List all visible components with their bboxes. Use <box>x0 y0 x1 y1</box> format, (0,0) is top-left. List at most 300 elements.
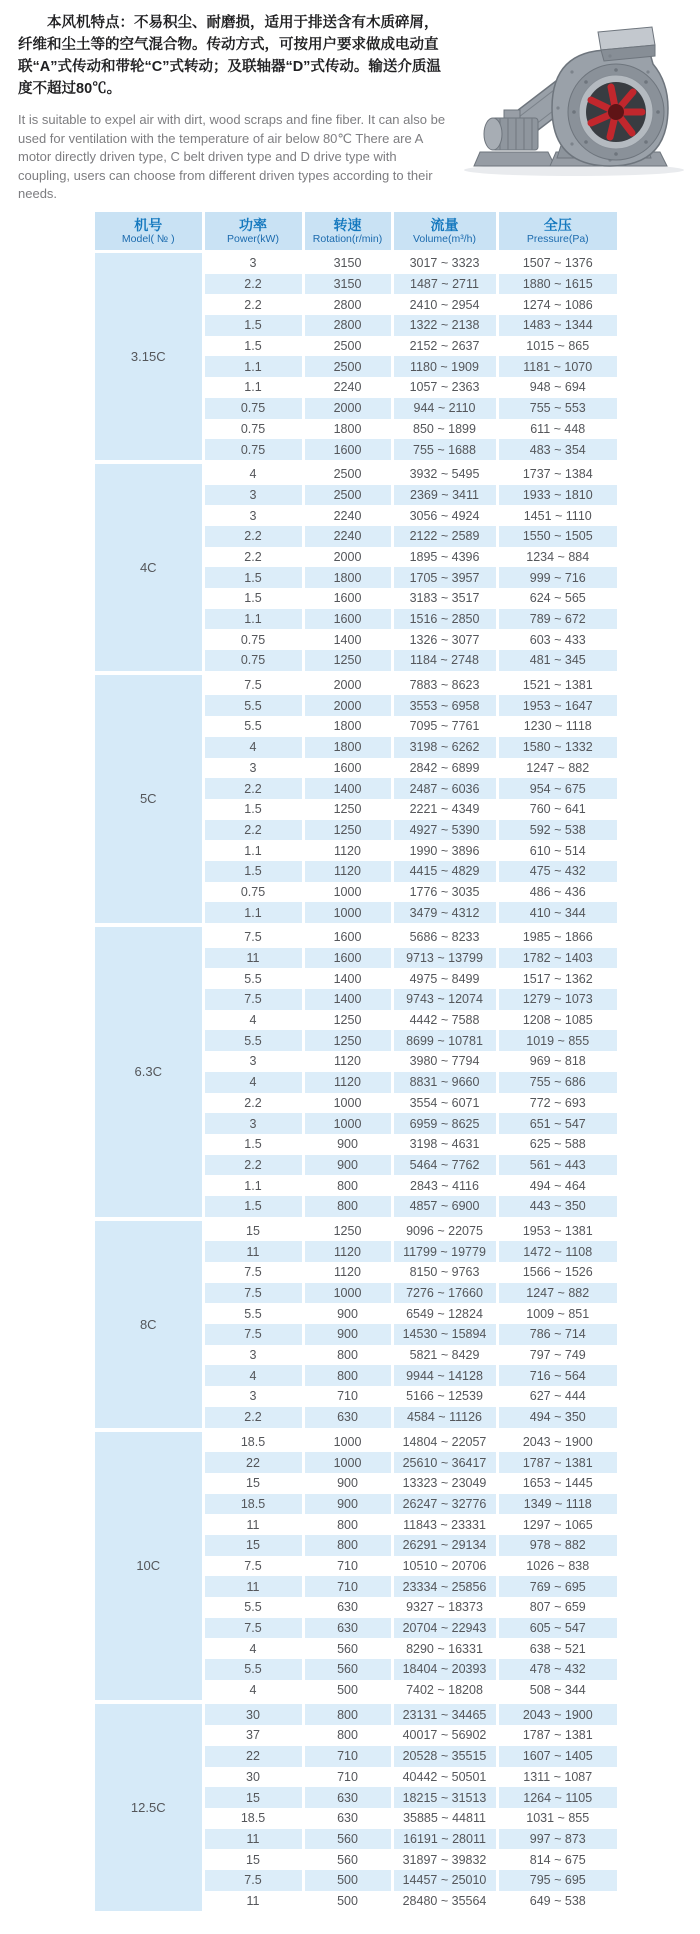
rotation-cell: 1250 <box>303 1030 392 1051</box>
rotation-cell: 560 <box>303 1638 392 1659</box>
pressure-cell: 1451 ~ 1110 <box>497 505 617 526</box>
pressure-cell: 1483 ~ 1344 <box>497 315 617 336</box>
power-cell: 3 <box>203 505 303 526</box>
power-cell: 30 <box>203 1702 303 1725</box>
model-cell-10C: 10C <box>95 1430 203 1703</box>
power-cell: 2.2 <box>203 1407 303 1430</box>
col-header-pressure-en: Pressure(Pa) <box>526 233 589 245</box>
rotation-cell: 560 <box>303 1829 392 1850</box>
pressure-cell: 795 ~ 695 <box>497 1870 617 1891</box>
rotation-cell: 800 <box>303 1725 392 1746</box>
rotation-cell: 800 <box>303 1365 392 1386</box>
col-header-volume <box>392 212 497 252</box>
power-cell: 3 <box>203 485 303 506</box>
rotation-cell: 1000 <box>303 902 392 925</box>
volume-cell: 5686 ~ 8233 <box>392 925 497 948</box>
volume-cell: 1057 ~ 2363 <box>392 377 497 398</box>
power-cell: 4 <box>203 1680 303 1703</box>
pressure-cell: 624 ~ 565 <box>497 588 617 609</box>
volume-cell: 4975 ~ 8499 <box>392 968 497 989</box>
rotation-cell: 2000 <box>303 547 392 568</box>
power-cell: 7.5 <box>203 925 303 948</box>
volume-cell: 1990 ~ 3896 <box>392 840 497 861</box>
power-cell: 2.2 <box>203 547 303 568</box>
power-cell: 0.75 <box>203 398 303 419</box>
power-cell: 2.2 <box>203 274 303 295</box>
pressure-cell: 481 ~ 345 <box>497 650 617 673</box>
volume-cell: 3553 ~ 6958 <box>392 695 497 716</box>
power-cell: 11 <box>203 1514 303 1535</box>
rotation-cell: 900 <box>303 1473 392 1494</box>
rotation-cell: 2000 <box>303 673 392 696</box>
rotation-cell: 2000 <box>303 695 392 716</box>
power-cell: 3 <box>203 758 303 779</box>
volume-cell: 755 ~ 1688 <box>392 439 497 462</box>
volume-cell: 8831 ~ 9660 <box>392 1072 497 1093</box>
col-header-model <box>95 212 203 252</box>
pressure-cell: 1787 ~ 1381 <box>497 1452 617 1473</box>
power-cell: 2.2 <box>203 294 303 315</box>
pressure-cell: 997 ~ 873 <box>497 1829 617 1850</box>
pressure-cell: 625 ~ 588 <box>497 1134 617 1155</box>
volume-cell: 1184 ~ 2748 <box>392 650 497 673</box>
rotation-cell: 630 <box>303 1618 392 1639</box>
volume-cell: 7402 ~ 18208 <box>392 1680 497 1703</box>
rotation-cell: 800 <box>303 1175 392 1196</box>
power-cell: 1.5 <box>203 336 303 357</box>
pressure-cell: 786 ~ 714 <box>497 1324 617 1345</box>
col-header-power-cn: 功率 <box>239 217 267 233</box>
pressure-cell: 649 ~ 538 <box>497 1891 617 1912</box>
pressure-cell: 1550 ~ 1505 <box>497 526 617 547</box>
volume-cell: 7095 ~ 7761 <box>392 716 497 737</box>
col-header-model-en: Model( № ) <box>121 233 175 245</box>
rotation-cell: 1600 <box>303 948 392 969</box>
volume-cell: 10510 ~ 20706 <box>392 1556 497 1577</box>
rotation-cell: 710 <box>303 1746 392 1767</box>
pressure-cell: 443 ~ 350 <box>497 1196 617 1219</box>
volume-cell: 1487 ~ 2711 <box>392 274 497 295</box>
power-cell: 7.5 <box>203 1556 303 1577</box>
volume-cell: 1516 ~ 2850 <box>392 609 497 630</box>
volume-cell: 5166 ~ 12539 <box>392 1386 497 1407</box>
volume-cell: 5821 ~ 8429 <box>392 1345 497 1366</box>
rotation-cell: 800 <box>303 1702 392 1725</box>
rotation-cell: 1120 <box>303 1072 392 1093</box>
volume-cell: 13323 ~ 23049 <box>392 1473 497 1494</box>
power-cell: 1.5 <box>203 1196 303 1219</box>
power-cell: 2.2 <box>203 820 303 841</box>
pressure-cell: 807 ~ 659 <box>497 1597 617 1618</box>
pressure-cell: 508 ~ 344 <box>497 1680 617 1703</box>
power-cell: 1.1 <box>203 840 303 861</box>
pressure-cell: 2043 ~ 1900 <box>497 1430 617 1453</box>
volume-cell: 2842 ~ 6899 <box>392 758 497 779</box>
pressure-cell: 1517 ~ 1362 <box>497 968 617 989</box>
volume-cell: 3017 ~ 3323 <box>392 252 497 274</box>
volume-cell: 2221 ~ 4349 <box>392 799 497 820</box>
power-cell: 15 <box>203 1219 303 1242</box>
pressure-cell: 978 ~ 882 <box>497 1535 617 1556</box>
pressure-cell: 760 ~ 641 <box>497 799 617 820</box>
rotation-cell: 500 <box>303 1891 392 1912</box>
rotation-cell: 1800 <box>303 567 392 588</box>
power-cell: 3 <box>203 252 303 274</box>
power-cell: 15 <box>203 1849 303 1870</box>
power-cell: 1.5 <box>203 315 303 336</box>
table-row <box>95 925 617 948</box>
pressure-cell: 1015 ~ 865 <box>497 336 617 357</box>
power-cell: 7.5 <box>203 989 303 1010</box>
pressure-cell: 494 ~ 350 <box>497 1407 617 1430</box>
col-header-power-en: Power(kW) <box>227 233 279 245</box>
rotation-cell: 710 <box>303 1556 392 1577</box>
power-cell: 1.1 <box>203 609 303 630</box>
pressure-cell: 999 ~ 716 <box>497 567 617 588</box>
power-cell: 3 <box>203 1386 303 1407</box>
power-cell: 4 <box>203 737 303 758</box>
rotation-cell: 1250 <box>303 799 392 820</box>
table-row <box>95 252 617 274</box>
volume-cell: 3198 ~ 4631 <box>392 1134 497 1155</box>
pressure-cell: 1653 ~ 1445 <box>497 1473 617 1494</box>
power-cell: 18.5 <box>203 1494 303 1515</box>
volume-cell: 4584 ~ 11126 <box>392 1407 497 1430</box>
pressure-cell: 1208 ~ 1085 <box>497 1010 617 1031</box>
pressure-cell: 1782 ~ 1403 <box>497 948 617 969</box>
rotation-cell: 710 <box>303 1576 392 1597</box>
volume-cell: 1322 ~ 2138 <box>392 315 497 336</box>
pressure-cell: 789 ~ 672 <box>497 609 617 630</box>
pressure-cell: 651 ~ 547 <box>497 1113 617 1134</box>
volume-cell: 18404 ~ 20393 <box>392 1659 497 1680</box>
power-cell: 3 <box>203 1345 303 1366</box>
pressure-cell: 478 ~ 432 <box>497 1659 617 1680</box>
power-cell: 30 <box>203 1767 303 1788</box>
pressure-cell: 1019 ~ 855 <box>497 1030 617 1051</box>
spec-table <box>95 212 617 1911</box>
power-cell: 3 <box>203 1113 303 1134</box>
power-cell: 5.5 <box>203 1659 303 1680</box>
pressure-cell: 483 ~ 354 <box>497 439 617 462</box>
pressure-cell: 1009 ~ 851 <box>497 1303 617 1324</box>
rotation-cell: 1400 <box>303 989 392 1010</box>
volume-cell: 6549 ~ 12824 <box>392 1303 497 1324</box>
rotation-cell: 1800 <box>303 716 392 737</box>
rotation-cell: 1000 <box>303 1452 392 1473</box>
pressure-cell: 1985 ~ 1866 <box>497 925 617 948</box>
rotation-cell: 1000 <box>303 1430 392 1453</box>
model-cell-12.5C: 12.5C <box>95 1702 203 1911</box>
rotation-cell: 560 <box>303 1659 392 1680</box>
volume-cell: 9944 ~ 14128 <box>392 1365 497 1386</box>
power-cell: 15 <box>203 1787 303 1808</box>
volume-cell: 11843 ~ 23331 <box>392 1514 497 1535</box>
power-cell: 7.5 <box>203 1324 303 1345</box>
volume-cell: 28480 ~ 35564 <box>392 1891 497 1912</box>
pressure-cell: 1933 ~ 1810 <box>497 485 617 506</box>
power-cell: 4 <box>203 462 303 485</box>
rotation-cell: 1000 <box>303 1113 392 1134</box>
power-cell: 7.5 <box>203 673 303 696</box>
model-cell-4C: 4C <box>95 462 203 673</box>
volume-cell: 4857 ~ 6900 <box>392 1196 497 1219</box>
pressure-cell: 1566 ~ 1526 <box>497 1262 617 1283</box>
volume-cell: 14530 ~ 15894 <box>392 1324 497 1345</box>
col-header-volume-en: Volume(m³/h) <box>412 233 476 245</box>
volume-cell: 8290 ~ 16331 <box>392 1638 497 1659</box>
model-cell-8C: 8C <box>95 1219 203 1430</box>
power-cell: 0.75 <box>203 650 303 673</box>
power-cell: 0.75 <box>203 439 303 462</box>
rotation-cell: 630 <box>303 1787 392 1808</box>
rotation-cell: 900 <box>303 1155 392 1176</box>
power-cell: 1.5 <box>203 861 303 882</box>
power-cell: 11 <box>203 1576 303 1597</box>
volume-cell: 26291 ~ 29134 <box>392 1535 497 1556</box>
pressure-cell: 1580 ~ 1332 <box>497 737 617 758</box>
rotation-cell: 1250 <box>303 1219 392 1242</box>
col-header-volume-cn: 流量 <box>430 217 459 233</box>
rotation-cell: 710 <box>303 1386 392 1407</box>
pressure-cell: 769 ~ 695 <box>497 1576 617 1597</box>
rotation-cell: 1600 <box>303 439 392 462</box>
rotation-cell: 800 <box>303 1345 392 1366</box>
volume-cell: 9743 ~ 12074 <box>392 989 497 1010</box>
rotation-cell: 1600 <box>303 588 392 609</box>
rotation-cell: 1800 <box>303 737 392 758</box>
pressure-cell: 2043 ~ 1900 <box>497 1702 617 1725</box>
volume-cell: 23334 ~ 25856 <box>392 1576 497 1597</box>
pressure-cell: 814 ~ 675 <box>497 1849 617 1870</box>
power-cell: 0.75 <box>203 629 303 650</box>
pressure-cell: 948 ~ 694 <box>497 377 617 398</box>
power-cell: 5.5 <box>203 695 303 716</box>
volume-cell: 3554 ~ 6071 <box>392 1093 497 1114</box>
power-cell: 4 <box>203 1072 303 1093</box>
volume-cell: 9713 ~ 13799 <box>392 948 497 969</box>
pressure-cell: 797 ~ 749 <box>497 1345 617 1366</box>
volume-cell: 2843 ~ 4116 <box>392 1175 497 1196</box>
volume-cell: 40017 ~ 56902 <box>392 1725 497 1746</box>
pressure-cell: 603 ~ 433 <box>497 629 617 650</box>
pressure-cell: 610 ~ 514 <box>497 840 617 861</box>
volume-cell: 4442 ~ 7588 <box>392 1010 497 1031</box>
table-row <box>95 1702 617 1725</box>
col-header-model-cn: 机号 <box>134 217 163 233</box>
rotation-cell: 2800 <box>303 294 392 315</box>
col-header-pressure-cn: 全压 <box>543 217 572 233</box>
rotation-cell: 1120 <box>303 1241 392 1262</box>
pressure-cell: 1031 ~ 855 <box>497 1808 617 1829</box>
pressure-cell: 561 ~ 443 <box>497 1155 617 1176</box>
power-cell: 22 <box>203 1746 303 1767</box>
pressure-cell: 1737 ~ 1384 <box>497 462 617 485</box>
volume-cell: 2152 ~ 2637 <box>392 336 497 357</box>
pressure-cell: 1521 ~ 1381 <box>497 673 617 696</box>
rotation-cell: 1250 <box>303 1010 392 1031</box>
rotation-cell: 710 <box>303 1767 392 1788</box>
pressure-cell: 1230 ~ 1118 <box>497 716 617 737</box>
power-cell: 2.2 <box>203 778 303 799</box>
volume-cell: 3479 ~ 4312 <box>392 902 497 925</box>
pressure-cell: 1297 ~ 1065 <box>497 1514 617 1535</box>
volume-cell: 25610 ~ 36417 <box>392 1452 497 1473</box>
pressure-cell: 772 ~ 693 <box>497 1093 617 1114</box>
power-cell: 7.5 <box>203 1283 303 1304</box>
volume-cell: 2369 ~ 3411 <box>392 485 497 506</box>
rotation-cell: 2240 <box>303 526 392 547</box>
pressure-cell: 1026 ~ 838 <box>497 1556 617 1577</box>
volume-cell: 1180 ~ 1909 <box>392 356 497 377</box>
power-cell: 2.2 <box>203 1093 303 1114</box>
volume-cell: 9096 ~ 22075 <box>392 1219 497 1242</box>
volume-cell: 14457 ~ 25010 <box>392 1870 497 1891</box>
rotation-cell: 900 <box>303 1324 392 1345</box>
volume-cell: 20528 ~ 35515 <box>392 1746 497 1767</box>
rotation-cell: 1800 <box>303 419 392 440</box>
volume-cell: 8150 ~ 9763 <box>392 1262 497 1283</box>
rotation-cell: 500 <box>303 1680 392 1703</box>
volume-cell: 3932 ~ 5495 <box>392 462 497 485</box>
power-cell: 5.5 <box>203 968 303 989</box>
power-cell: 37 <box>203 1725 303 1746</box>
rotation-cell: 1250 <box>303 820 392 841</box>
power-cell: 5.5 <box>203 716 303 737</box>
col-header-rotation-cn: 转速 <box>333 217 362 233</box>
power-cell: 2.2 <box>203 1155 303 1176</box>
volume-cell: 20704 ~ 22943 <box>392 1618 497 1639</box>
pressure-cell: 638 ~ 521 <box>497 1638 617 1659</box>
rotation-cell: 2000 <box>303 398 392 419</box>
rotation-cell: 1600 <box>303 609 392 630</box>
volume-cell: 3980 ~ 7794 <box>392 1051 497 1072</box>
volume-cell: 3183 ~ 3517 <box>392 588 497 609</box>
rotation-cell: 800 <box>303 1196 392 1219</box>
power-cell: 5.5 <box>203 1030 303 1051</box>
rotation-cell: 2500 <box>303 336 392 357</box>
volume-cell: 40442 ~ 50501 <box>392 1767 497 1788</box>
rotation-cell: 900 <box>303 1134 392 1155</box>
pressure-cell: 475 ~ 432 <box>497 861 617 882</box>
table-row <box>95 673 617 696</box>
power-cell: 0.75 <box>203 882 303 903</box>
volume-cell: 1895 ~ 4396 <box>392 547 497 568</box>
volume-cell: 1776 ~ 3035 <box>392 882 497 903</box>
power-cell: 22 <box>203 1452 303 1473</box>
pressure-cell: 410 ~ 344 <box>497 902 617 925</box>
pressure-cell: 969 ~ 818 <box>497 1051 617 1072</box>
volume-cell: 7883 ~ 8623 <box>392 673 497 696</box>
power-cell: 1.1 <box>203 1175 303 1196</box>
table-row <box>95 1219 617 1242</box>
rotation-cell: 630 <box>303 1597 392 1618</box>
volume-cell: 2410 ~ 2954 <box>392 294 497 315</box>
pressure-cell: 1953 ~ 1381 <box>497 1219 617 1242</box>
pressure-cell: 1953 ~ 1647 <box>497 695 617 716</box>
pressure-cell: 1279 ~ 1073 <box>497 989 617 1010</box>
power-cell: 4 <box>203 1010 303 1031</box>
pressure-cell: 755 ~ 686 <box>497 1072 617 1093</box>
pressure-cell: 1311 ~ 1087 <box>497 1767 617 1788</box>
rotation-cell: 2500 <box>303 356 392 377</box>
volume-cell: 11799 ~ 19779 <box>392 1241 497 1262</box>
pressure-cell: 1349 ~ 1118 <box>497 1494 617 1515</box>
rotation-cell: 2500 <box>303 462 392 485</box>
pressure-cell: 1880 ~ 1615 <box>497 274 617 295</box>
model-cell-5C: 5C <box>95 673 203 925</box>
table-row <box>95 1430 617 1453</box>
volume-cell: 4415 ~ 4829 <box>392 861 497 882</box>
volume-cell: 4927 ~ 5390 <box>392 820 497 841</box>
rotation-cell: 1000 <box>303 882 392 903</box>
rotation-cell: 630 <box>303 1407 392 1430</box>
volume-cell: 3056 ~ 4924 <box>392 505 497 526</box>
volume-cell: 850 ~ 1899 <box>392 419 497 440</box>
power-cell: 15 <box>203 1473 303 1494</box>
rotation-cell: 630 <box>303 1808 392 1829</box>
rotation-cell: 3150 <box>303 274 392 295</box>
rotation-cell: 1600 <box>303 925 392 948</box>
volume-cell: 7276 ~ 17660 <box>392 1283 497 1304</box>
col-header-rotation-en: Rotation(r/min) <box>312 233 383 245</box>
pressure-cell: 1274 ~ 1086 <box>497 294 617 315</box>
pressure-cell: 1264 ~ 1105 <box>497 1787 617 1808</box>
power-cell: 4 <box>203 1638 303 1659</box>
power-cell: 1.1 <box>203 902 303 925</box>
volume-cell: 18215 ~ 31513 <box>392 1787 497 1808</box>
table-row <box>95 462 617 485</box>
power-cell: 7.5 <box>203 1870 303 1891</box>
power-cell: 11 <box>203 1891 303 1912</box>
volume-cell: 16191 ~ 28011 <box>392 1829 497 1850</box>
power-cell: 11 <box>203 1241 303 1262</box>
rotation-cell: 1000 <box>303 1093 392 1114</box>
volume-cell: 1705 ~ 3957 <box>392 567 497 588</box>
rotation-cell: 1120 <box>303 840 392 861</box>
rotation-cell: 500 <box>303 1870 392 1891</box>
rotation-cell: 1120 <box>303 1262 392 1283</box>
power-cell: 1.5 <box>203 588 303 609</box>
power-cell: 11 <box>203 1829 303 1850</box>
power-cell: 1.5 <box>203 799 303 820</box>
power-cell: 18.5 <box>203 1808 303 1829</box>
power-cell: 18.5 <box>203 1430 303 1453</box>
pressure-cell: 627 ~ 444 <box>497 1386 617 1407</box>
pressure-cell: 605 ~ 547 <box>497 1618 617 1639</box>
pressure-cell: 755 ~ 553 <box>497 398 617 419</box>
rotation-cell: 900 <box>303 1494 392 1515</box>
col-header-rotation <box>303 212 392 252</box>
power-cell: 5.5 <box>203 1303 303 1324</box>
pressure-cell: 1472 ~ 1108 <box>497 1241 617 1262</box>
fan-illustration <box>452 20 694 178</box>
pressure-cell: 1607 ~ 1405 <box>497 1746 617 1767</box>
power-cell: 4 <box>203 1365 303 1386</box>
power-cell: 1.5 <box>203 567 303 588</box>
pressure-cell: 592 ~ 538 <box>497 820 617 841</box>
intro-paragraph-chinese: 本风机特点：不易积尘、耐磨损，适用于排送含有木质碎屑，纤维和尘土等的空气混合物。传动方式，可按用户要求做成电动直联“A”式传动和带轮“C”式转动；及联轴器“D”式传动。输送介质温度不超过80℃。 <box>18 15 441 97</box>
pressure-cell: 1247 ~ 882 <box>497 1283 617 1304</box>
power-cell: 3 <box>203 1051 303 1072</box>
rotation-cell: 2500 <box>303 485 392 506</box>
volume-cell: 944 ~ 2110 <box>392 398 497 419</box>
intro-paragraph-english: It is suitable to expel air with dirt, wood scraps and fine fiber. It can also be used for ventilation with the temperature of air below 80℃ There are A motor directly driven type, C belt driven type and D drive type with coupling, users can choose from different driven types according to their needs. <box>18 112 446 201</box>
power-cell: 1.1 <box>203 356 303 377</box>
power-cell: 1.5 <box>203 1134 303 1155</box>
pressure-cell: 1507 ~ 1376 <box>497 252 617 274</box>
power-cell: 2.2 <box>203 526 303 547</box>
